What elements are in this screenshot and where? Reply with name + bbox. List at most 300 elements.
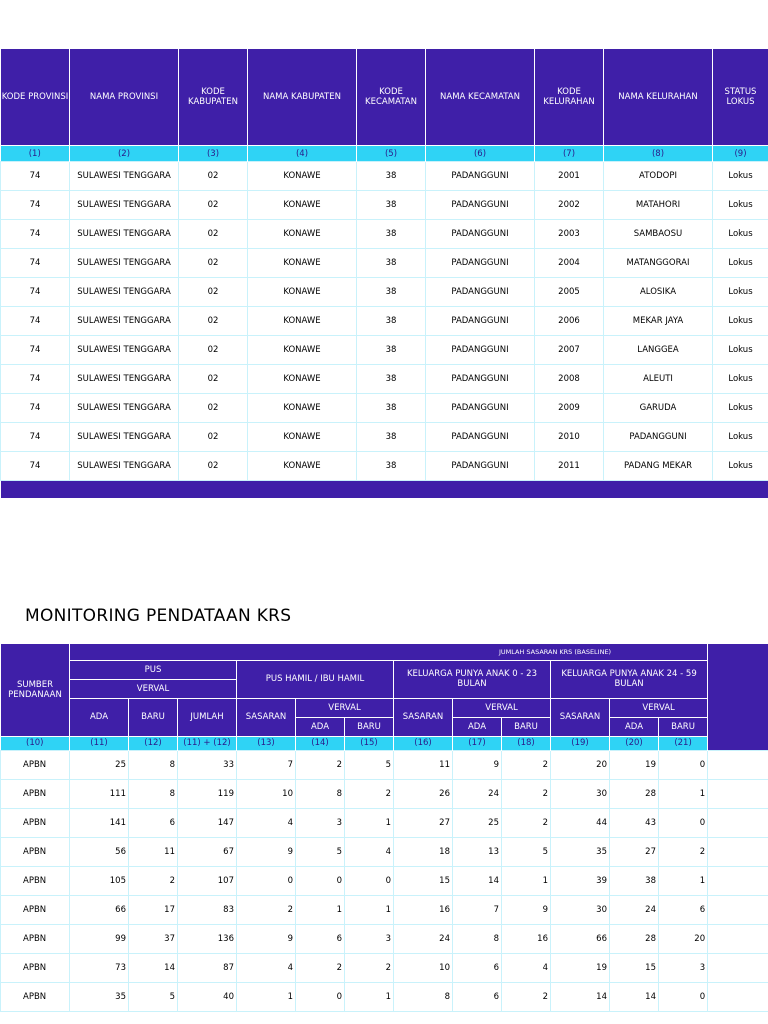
table-cell: Lokus bbox=[713, 394, 768, 423]
table-row bbox=[1, 982, 768, 1011]
table-cell: 38 bbox=[357, 162, 426, 191]
table-cell: 14 bbox=[610, 982, 659, 1011]
table-cell: KONAWE bbox=[248, 336, 357, 365]
table-cell: Lokus bbox=[713, 423, 768, 452]
table-cell: SULAWESI TENGGARA bbox=[70, 220, 179, 249]
col-number: (14) bbox=[296, 736, 345, 750]
table-cell: 02 bbox=[179, 191, 248, 220]
table-cell: 10 bbox=[237, 779, 296, 808]
table-cell: 38 bbox=[357, 365, 426, 394]
table-cell: 38 bbox=[357, 452, 426, 481]
table-cell: 02 bbox=[179, 307, 248, 336]
table-cell: 2006 bbox=[535, 307, 604, 336]
table-row bbox=[1, 452, 768, 481]
header-anak023-verval: VERVAL bbox=[453, 698, 551, 717]
table-cell: MEKAR JAYA bbox=[604, 307, 713, 336]
table-cell: KONAWE bbox=[248, 220, 357, 249]
table-cell: 14 bbox=[551, 982, 610, 1011]
table-cell: 5 bbox=[129, 982, 178, 1011]
table-cell: 1 bbox=[345, 895, 394, 924]
table-cell: 28 bbox=[610, 779, 659, 808]
table-cell: 38 bbox=[357, 394, 426, 423]
col-number: (12) bbox=[129, 736, 178, 750]
table-cell: 9 bbox=[453, 750, 502, 779]
table-row bbox=[1, 307, 768, 336]
col-number: (8) bbox=[604, 146, 713, 162]
lokus-table-body bbox=[1, 162, 768, 481]
table-cell: 2 bbox=[237, 895, 296, 924]
header-kode-kelurahan: KODE KELURAHAN bbox=[535, 49, 604, 146]
table-cell: 35 bbox=[551, 837, 610, 866]
sumber-cell: APBN bbox=[1, 750, 70, 779]
table-row bbox=[1, 866, 768, 895]
table-cell: 3 bbox=[296, 808, 345, 837]
table-cell: 8 bbox=[296, 779, 345, 808]
table-cell: 7 bbox=[237, 750, 296, 779]
table-cell: 35 bbox=[70, 982, 129, 1011]
table-cell: 4 bbox=[345, 837, 394, 866]
header-anak023-baru: BARU bbox=[502, 717, 551, 736]
header-pus-ada: ADA bbox=[70, 698, 129, 736]
table-cell: 2 bbox=[296, 953, 345, 982]
table-cell: 02 bbox=[179, 365, 248, 394]
krs-number-row bbox=[1, 736, 768, 750]
col-number: (20) bbox=[610, 736, 659, 750]
table-cell: 1 bbox=[659, 866, 708, 895]
table-cell: KONAWE bbox=[248, 249, 357, 278]
table-row bbox=[1, 365, 768, 394]
table-cell: ATODOPI bbox=[604, 162, 713, 191]
col-number: (11) bbox=[70, 736, 129, 750]
table-cell: 9 bbox=[237, 837, 296, 866]
table-cell: 74 bbox=[1, 249, 70, 278]
row-extension bbox=[708, 982, 768, 1011]
table-cell: 6 bbox=[659, 895, 708, 924]
table-cell: 1 bbox=[345, 808, 394, 837]
table-cell: Lokus bbox=[713, 307, 768, 336]
table-cell: 107 bbox=[178, 866, 237, 895]
header-nama-kelurahan: NAMA KELURAHAN bbox=[604, 49, 713, 146]
header-hamil-ada: ADA bbox=[296, 717, 345, 736]
table-cell: Lokus bbox=[713, 336, 768, 365]
table-cell: 56 bbox=[70, 837, 129, 866]
table-cell: 2 bbox=[502, 808, 551, 837]
krs-table-body bbox=[1, 750, 768, 1011]
table-cell: PADANGGUNI bbox=[426, 423, 535, 452]
table-cell: PADANGGUNI bbox=[426, 336, 535, 365]
table-cell: 37 bbox=[129, 924, 178, 953]
header-kode-kabupaten: KODE KABUPATEN bbox=[179, 49, 248, 146]
table-cell: MATANGGORAI bbox=[604, 249, 713, 278]
table-cell: 136 bbox=[178, 924, 237, 953]
table-cell: SULAWESI TENGGARA bbox=[70, 307, 179, 336]
header-anak2459-verval: VERVAL bbox=[610, 698, 708, 717]
table-cell: 10 bbox=[394, 953, 453, 982]
table-cell: 19 bbox=[551, 953, 610, 982]
table-cell: MATAHORI bbox=[604, 191, 713, 220]
table-cell: 141 bbox=[70, 808, 129, 837]
table-cell: 99 bbox=[70, 924, 129, 953]
table-row bbox=[1, 162, 768, 191]
table-cell: GARUDA bbox=[604, 394, 713, 423]
table-cell: 38 bbox=[610, 866, 659, 895]
row-extension bbox=[708, 779, 768, 808]
table-cell: Lokus bbox=[713, 191, 768, 220]
table-cell: 66 bbox=[551, 924, 610, 953]
table-row bbox=[1, 837, 768, 866]
table-cell: 38 bbox=[357, 336, 426, 365]
table-cell: 11 bbox=[394, 750, 453, 779]
table-cell: 0 bbox=[659, 808, 708, 837]
table-cell: SAMBAOSU bbox=[604, 220, 713, 249]
table-row bbox=[1, 750, 768, 779]
table-cell: KONAWE bbox=[248, 307, 357, 336]
table-cell: 2003 bbox=[535, 220, 604, 249]
table-cell: ALOSIKA bbox=[604, 278, 713, 307]
table-cell: 0 bbox=[659, 750, 708, 779]
table-cell: 02 bbox=[179, 162, 248, 191]
table-cell: 9 bbox=[237, 924, 296, 953]
table-cell: 2001 bbox=[535, 162, 604, 191]
table-cell: KONAWE bbox=[248, 365, 357, 394]
table-row bbox=[1, 808, 768, 837]
header-status-lokus: STATUS LOKUS bbox=[713, 49, 768, 146]
table-cell: 02 bbox=[179, 249, 248, 278]
table-row bbox=[1, 394, 768, 423]
table-cell: 02 bbox=[179, 220, 248, 249]
table-cell: 2005 bbox=[535, 278, 604, 307]
table-cell: 15 bbox=[394, 866, 453, 895]
header-anak023-sasaran: SASARAN bbox=[394, 698, 453, 736]
table-cell: 38 bbox=[357, 307, 426, 336]
col-number: (3) bbox=[179, 146, 248, 162]
table-cell: 83 bbox=[178, 895, 237, 924]
table-cell: 9 bbox=[502, 895, 551, 924]
table-cell: 38 bbox=[357, 191, 426, 220]
table-cell: 2 bbox=[502, 750, 551, 779]
table-cell: Lokus bbox=[713, 278, 768, 307]
col-number: (17) bbox=[453, 736, 502, 750]
table-cell: 2 bbox=[345, 779, 394, 808]
table-cell: 8 bbox=[129, 779, 178, 808]
header-extension bbox=[708, 644, 768, 737]
table-row bbox=[1, 779, 768, 808]
table-cell: 74 bbox=[1, 394, 70, 423]
col-number: (11) + (12) bbox=[178, 736, 237, 750]
table-cell: 1 bbox=[237, 982, 296, 1011]
lokus-number-row bbox=[1, 146, 768, 162]
header-kode-provinsi: KODE PROVINSI bbox=[1, 49, 70, 146]
table-cell: 5 bbox=[296, 837, 345, 866]
col-number: (16) bbox=[394, 736, 453, 750]
sumber-cell: APBN bbox=[1, 808, 70, 837]
krs-header-row-2 bbox=[1, 660, 768, 679]
table-cell: 39 bbox=[551, 866, 610, 895]
table-cell: 38 bbox=[357, 220, 426, 249]
col-number: (5) bbox=[357, 146, 426, 162]
table-cell: 2004 bbox=[535, 249, 604, 278]
table-cell: 0 bbox=[296, 866, 345, 895]
krs-header-row-1 bbox=[1, 644, 768, 661]
table-cell: 4 bbox=[237, 808, 296, 837]
col-number: (6) bbox=[426, 146, 535, 162]
header-anak2459-sasaran: SASARAN bbox=[551, 698, 610, 736]
sumber-cell: APBN bbox=[1, 866, 70, 895]
row-extension bbox=[708, 750, 768, 779]
table-cell: 6 bbox=[296, 924, 345, 953]
table-cell: 2002 bbox=[535, 191, 604, 220]
table-cell: 8 bbox=[453, 924, 502, 953]
table-cell: 2 bbox=[296, 750, 345, 779]
table-cell: 6 bbox=[453, 953, 502, 982]
table-cell: 0 bbox=[345, 866, 394, 895]
header-kode-kecamatan: KODE KECAMATAN bbox=[357, 49, 426, 146]
table-cell: 74 bbox=[1, 336, 70, 365]
table-cell: 2008 bbox=[535, 365, 604, 394]
table-cell: 87 bbox=[178, 953, 237, 982]
table-row bbox=[1, 336, 768, 365]
table-cell: 3 bbox=[345, 924, 394, 953]
table-cell: PADANGGUNI bbox=[426, 394, 535, 423]
table-cell: 4 bbox=[237, 953, 296, 982]
table-row bbox=[1, 423, 768, 452]
header-pus-verval: VERVAL bbox=[70, 679, 237, 698]
table-cell: SULAWESI TENGGARA bbox=[70, 191, 179, 220]
table-cell: KONAWE bbox=[248, 191, 357, 220]
table-row bbox=[1, 278, 768, 307]
section-title: MONITORING PENDATAAN KRS bbox=[25, 606, 292, 626]
col-number: (4) bbox=[248, 146, 357, 162]
table-cell: 1 bbox=[296, 895, 345, 924]
table-cell: 74 bbox=[1, 278, 70, 307]
table-cell: 74 bbox=[1, 365, 70, 394]
table-cell: 28 bbox=[610, 924, 659, 953]
col-number: (7) bbox=[535, 146, 604, 162]
table-cell: 1 bbox=[345, 982, 394, 1011]
table-cell: LANGGEA bbox=[604, 336, 713, 365]
table-cell: 2011 bbox=[535, 452, 604, 481]
lokus-header-row bbox=[1, 49, 768, 146]
table-cell: 74 bbox=[1, 307, 70, 336]
header-hamil-baru: BARU bbox=[345, 717, 394, 736]
row-extension bbox=[708, 953, 768, 982]
table-cell: PADANGGUNI bbox=[426, 162, 535, 191]
header-anak2459-baru: BARU bbox=[659, 717, 708, 736]
table-cell: PADANGGUNI bbox=[426, 220, 535, 249]
table-cell: 73 bbox=[70, 953, 129, 982]
table-cell: 8 bbox=[394, 982, 453, 1011]
table-cell: 2 bbox=[659, 837, 708, 866]
col-number: (1) bbox=[1, 146, 70, 162]
table-cell: 8 bbox=[129, 750, 178, 779]
lokus-table bbox=[0, 48, 768, 498]
table-cell: PADANGGUNI bbox=[604, 423, 713, 452]
lokus-footer-bar bbox=[1, 481, 768, 499]
krs-header-row-4 bbox=[1, 698, 768, 717]
table-cell: 2007 bbox=[535, 336, 604, 365]
table-cell: PADANGGUNI bbox=[426, 249, 535, 278]
table-cell: PADANG MEKAR bbox=[604, 452, 713, 481]
table-cell: Lokus bbox=[713, 365, 768, 394]
table-cell: 02 bbox=[179, 452, 248, 481]
table-cell: 74 bbox=[1, 452, 70, 481]
header-nama-kecamatan: NAMA KECAMATAN bbox=[426, 49, 535, 146]
table-cell: SULAWESI TENGGARA bbox=[70, 452, 179, 481]
col-number: (15) bbox=[345, 736, 394, 750]
table-cell: 43 bbox=[610, 808, 659, 837]
table-cell: 30 bbox=[551, 779, 610, 808]
header-pus-baru: BARU bbox=[129, 698, 178, 736]
table-cell: 02 bbox=[179, 278, 248, 307]
table-cell: 19 bbox=[610, 750, 659, 779]
table-cell: 30 bbox=[551, 895, 610, 924]
table-cell: KONAWE bbox=[248, 278, 357, 307]
header-anak-24-59: KELUARGA PUNYA ANAK 24 - 59 BULAN bbox=[551, 660, 708, 698]
table-cell: KONAWE bbox=[248, 452, 357, 481]
table-cell: SULAWESI TENGGARA bbox=[70, 249, 179, 278]
table-cell: 2010 bbox=[535, 423, 604, 452]
col-number: (18) bbox=[502, 736, 551, 750]
table-cell: 0 bbox=[296, 982, 345, 1011]
table-cell: 24 bbox=[394, 924, 453, 953]
table-cell: 0 bbox=[237, 866, 296, 895]
table-cell: 6 bbox=[129, 808, 178, 837]
table-cell: 11 bbox=[129, 837, 178, 866]
table-cell: 13 bbox=[453, 837, 502, 866]
header-hamil-verval: VERVAL bbox=[296, 698, 394, 717]
table-cell: 33 bbox=[178, 750, 237, 779]
table-cell: 18 bbox=[394, 837, 453, 866]
table-cell: PADANGGUNI bbox=[426, 191, 535, 220]
table-cell: Lokus bbox=[713, 220, 768, 249]
table-cell: 74 bbox=[1, 191, 70, 220]
table-cell: KONAWE bbox=[248, 423, 357, 452]
table-cell: SULAWESI TENGGARA bbox=[70, 365, 179, 394]
table-cell: 5 bbox=[345, 750, 394, 779]
table-cell: 0 bbox=[659, 982, 708, 1011]
table-cell: 14 bbox=[453, 866, 502, 895]
row-extension bbox=[708, 866, 768, 895]
row-extension bbox=[708, 736, 768, 750]
col-number: (2) bbox=[70, 146, 179, 162]
table-cell: 2 bbox=[502, 779, 551, 808]
table-cell: 38 bbox=[357, 278, 426, 307]
table-cell: 67 bbox=[178, 837, 237, 866]
table-cell: 24 bbox=[453, 779, 502, 808]
table-cell: 44 bbox=[551, 808, 610, 837]
table-cell: 66 bbox=[70, 895, 129, 924]
table-cell: 2009 bbox=[535, 394, 604, 423]
table-cell: 2 bbox=[502, 982, 551, 1011]
table-cell: Lokus bbox=[713, 162, 768, 191]
table-row bbox=[1, 953, 768, 982]
table-cell: 74 bbox=[1, 423, 70, 452]
header-pus: PUS bbox=[70, 660, 237, 679]
table-cell: SULAWESI TENGGARA bbox=[70, 278, 179, 307]
table-cell: 24 bbox=[610, 895, 659, 924]
table-cell: 6 bbox=[453, 982, 502, 1011]
header-pus-jumlah: JUMLAH bbox=[178, 698, 237, 736]
row-extension bbox=[708, 895, 768, 924]
table-cell: 02 bbox=[179, 336, 248, 365]
table-cell: 20 bbox=[551, 750, 610, 779]
table-cell: 26 bbox=[394, 779, 453, 808]
col-number: (19) bbox=[551, 736, 610, 750]
table-cell: Lokus bbox=[713, 249, 768, 278]
table-cell: 74 bbox=[1, 220, 70, 249]
table-cell: 7 bbox=[453, 895, 502, 924]
table-cell: 16 bbox=[502, 924, 551, 953]
table-cell: 147 bbox=[178, 808, 237, 837]
table-cell: 38 bbox=[357, 423, 426, 452]
table-cell: PADANGGUNI bbox=[426, 365, 535, 394]
table-cell: SULAWESI TENGGARA bbox=[70, 423, 179, 452]
table-cell: 2 bbox=[129, 866, 178, 895]
table-cell: PADANGGUNI bbox=[426, 278, 535, 307]
table-cell: 2 bbox=[345, 953, 394, 982]
table-cell: 25 bbox=[70, 750, 129, 779]
table-cell: 119 bbox=[178, 779, 237, 808]
footer-bar bbox=[1, 481, 768, 499]
table-cell: 105 bbox=[70, 866, 129, 895]
col-number: (21) bbox=[659, 736, 708, 750]
table-cell: 02 bbox=[179, 394, 248, 423]
header-pus-hamil: PUS HAMIL / IBU HAMIL bbox=[237, 660, 394, 698]
col-number: (9) bbox=[713, 146, 768, 162]
table-row bbox=[1, 191, 768, 220]
table-cell: SULAWESI TENGGARA bbox=[70, 336, 179, 365]
sumber-cell: APBN bbox=[1, 837, 70, 866]
table-cell: 02 bbox=[179, 423, 248, 452]
table-row bbox=[1, 924, 768, 953]
table-cell: 3 bbox=[659, 953, 708, 982]
table-cell: PADANGGUNI bbox=[426, 307, 535, 336]
table-cell: 5 bbox=[502, 837, 551, 866]
table-cell: 16 bbox=[394, 895, 453, 924]
table-cell: 4 bbox=[502, 953, 551, 982]
sumber-cell: APBN bbox=[1, 779, 70, 808]
col-number: (10) bbox=[1, 736, 70, 750]
table-cell: 27 bbox=[610, 837, 659, 866]
table-cell: SULAWESI TENGGARA bbox=[70, 394, 179, 423]
table-cell: 15 bbox=[610, 953, 659, 982]
table-cell: 1 bbox=[502, 866, 551, 895]
table-cell: 20 bbox=[659, 924, 708, 953]
sumber-cell: APBN bbox=[1, 924, 70, 953]
row-extension bbox=[708, 924, 768, 953]
table-row bbox=[1, 249, 768, 278]
header-nama-kabupaten: NAMA KABUPATEN bbox=[248, 49, 357, 146]
table-cell: 40 bbox=[178, 982, 237, 1011]
header-anak023-ada: ADA bbox=[453, 717, 502, 736]
sumber-cell: APBN bbox=[1, 953, 70, 982]
header-nama-provinsi: NAMA PROVINSI bbox=[70, 49, 179, 146]
table-cell: 14 bbox=[129, 953, 178, 982]
table-cell: SULAWESI TENGGARA bbox=[70, 162, 179, 191]
table-row bbox=[1, 220, 768, 249]
table-cell: 27 bbox=[394, 808, 453, 837]
table-cell: 17 bbox=[129, 895, 178, 924]
row-extension bbox=[708, 837, 768, 866]
col-number: (13) bbox=[237, 736, 296, 750]
header-sumber-pendanaan: SUMBER PENDANAAN bbox=[1, 644, 70, 737]
table-cell: 1 bbox=[659, 779, 708, 808]
table-cell: Lokus bbox=[713, 452, 768, 481]
table-cell: 25 bbox=[453, 808, 502, 837]
header-anak-0-23: KELUARGA PUNYA ANAK 0 - 23 BULAN bbox=[394, 660, 551, 698]
table-cell: 38 bbox=[357, 249, 426, 278]
header-anak2459-ada: ADA bbox=[610, 717, 659, 736]
